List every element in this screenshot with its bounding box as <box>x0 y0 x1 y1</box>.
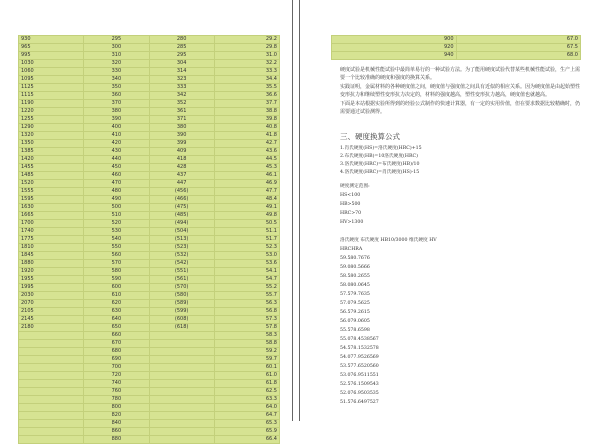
table-cell: 32.2 <box>214 60 279 68</box>
table-cell: 295 <box>149 52 214 60</box>
table-cell: 1290 <box>19 124 84 132</box>
table-cell: 56.3 <box>214 300 279 308</box>
table-cell: 63.3 <box>214 396 279 404</box>
table-cell: 940 <box>332 52 457 60</box>
table-cell: 54.7 <box>214 276 279 284</box>
table-cell: (589) <box>149 300 214 308</box>
table-row <box>19 132 280 140</box>
range-item: HV>1300 <box>340 220 364 225</box>
table-row <box>19 196 280 204</box>
table-cell: 46.1 <box>214 172 279 180</box>
table-cell: (513) <box>149 236 214 244</box>
table-cell: (570) <box>149 284 214 292</box>
table-row <box>19 292 280 300</box>
table-row <box>19 324 280 332</box>
table-cell: 1595 <box>19 196 84 204</box>
table-cell: 64.7 <box>214 412 279 420</box>
table-cell: 36.6 <box>214 92 279 100</box>
table-cell <box>19 404 84 412</box>
table-cell <box>19 388 84 396</box>
table-cell <box>149 396 214 404</box>
table-cell: 304 <box>149 60 214 68</box>
table-cell: 280 <box>149 36 214 44</box>
table-row <box>19 364 280 372</box>
table-cell: 430 <box>84 148 149 156</box>
range-item: HRC>70 <box>340 211 362 216</box>
hardness-table-continued <box>331 35 581 60</box>
table-cell: 35.5 <box>214 84 279 92</box>
table-cell: 58.8 <box>214 340 279 348</box>
table-row <box>19 388 280 396</box>
table-cell: 314 <box>149 68 214 76</box>
table-cell: 650 <box>84 324 149 332</box>
table-cell: 1115 <box>19 92 84 100</box>
intro-paragraph-2: 实践证明，金属材料的各种硬度值之间，硬度值与强度值之间具有近似的相应关系。因为硬度值是由起始塑性变形抗力和继续塑性变形抗力决定的，材料的强度越高，塑性变形抗力越高，硬度值也就越高。 <box>340 84 581 98</box>
table-row <box>19 348 280 356</box>
table-row <box>19 148 280 156</box>
table-row <box>19 140 280 148</box>
table-row <box>19 436 280 444</box>
table-cell: 361 <box>149 108 214 116</box>
table-cell: 600 <box>84 284 149 292</box>
table-cell: 409 <box>149 148 214 156</box>
table-row <box>19 212 280 220</box>
table-cell: 490 <box>84 196 149 204</box>
table-cell: 1740 <box>19 228 84 236</box>
table-cell: 49.1 <box>214 204 279 212</box>
table-cell: 323 <box>149 76 214 84</box>
list-header: 洛氏硬度 布氏硬度 HB10/3000 维氏硬度 HV <box>340 238 437 243</box>
table-cell: 880 <box>84 436 149 444</box>
table-cell: 520 <box>84 220 149 228</box>
table-cell: 2105 <box>19 308 84 316</box>
table-row <box>19 340 280 348</box>
table-cell: 480 <box>84 188 149 196</box>
list-item: 52.576.1509543 <box>340 382 379 387</box>
table-cell <box>19 340 84 348</box>
table-cell <box>149 332 214 340</box>
table-cell <box>19 372 84 380</box>
table-cell: 660 <box>84 332 149 340</box>
table-cell: 700 <box>84 364 149 372</box>
table-row <box>19 220 280 228</box>
table-cell <box>19 364 84 372</box>
table-cell: 58.3 <box>214 332 279 340</box>
table-cell: 740 <box>84 380 149 388</box>
table-cell: 1700 <box>19 220 84 228</box>
table-cell: 67.5 <box>456 44 581 52</box>
formula-1: 1.肖氏硬度(HS)=洛氏硬度(HRC)+15 <box>340 146 422 151</box>
table-row <box>19 172 280 180</box>
table-cell: (542) <box>149 260 214 268</box>
table-cell: 580 <box>84 268 149 276</box>
table-cell: 39.8 <box>214 116 279 124</box>
table-cell <box>149 428 214 436</box>
table-cell <box>149 436 214 444</box>
table-cell: 930 <box>19 36 84 44</box>
table-cell: 59.7 <box>214 356 279 364</box>
table-cell: 342 <box>149 92 214 100</box>
table-cell: 530 <box>84 228 149 236</box>
table-row <box>19 156 280 164</box>
table-cell: 352 <box>149 100 214 108</box>
table-row <box>19 92 280 100</box>
formula-4: 4.洛氏硬度(HRC)=肖氏硬度(HS)-15 <box>340 170 420 175</box>
table-cell: (618) <box>149 324 214 332</box>
table-cell: 760 <box>84 388 149 396</box>
table-cell: 54.1 <box>214 268 279 276</box>
table-cell: 310 <box>84 52 149 60</box>
table-cell: 40.8 <box>214 124 279 132</box>
table-cell: 400 <box>84 124 149 132</box>
table-cell: 33.3 <box>214 68 279 76</box>
table-cell: 38.8 <box>214 108 279 116</box>
table-cell: 540 <box>84 236 149 244</box>
table-cell: 437 <box>149 172 214 180</box>
table-cell: 2030 <box>19 292 84 300</box>
table-row <box>19 300 280 308</box>
table-row <box>19 100 280 108</box>
table-cell: 1880 <box>19 260 84 268</box>
table-cell: 450 <box>84 164 149 172</box>
table-cell: 340 <box>84 76 149 84</box>
section-heading: 三、硬度换算公式 <box>340 132 400 141</box>
table-cell: 65.3 <box>214 420 279 428</box>
table-cell: 45.3 <box>214 164 279 172</box>
table-cell: (580) <box>149 292 214 300</box>
table-cell: 390 <box>84 116 149 124</box>
table-row <box>19 372 280 380</box>
table-cell: 49.8 <box>214 212 279 220</box>
list-item: 59.580.7676 <box>340 256 370 261</box>
table-cell: 780 <box>84 396 149 404</box>
table-cell: 470 <box>84 180 149 188</box>
table-cell: (599) <box>149 308 214 316</box>
table-cell: 570 <box>84 260 149 268</box>
table-cell: 61.0 <box>214 372 279 380</box>
table-row <box>19 428 280 436</box>
table-cell: 1030 <box>19 60 84 68</box>
table-cell: 420 <box>84 140 149 148</box>
table-cell: 690 <box>84 356 149 364</box>
table-cell: 620 <box>84 300 149 308</box>
table-cell: 1630 <box>19 204 84 212</box>
table-cell: 56.8 <box>214 308 279 316</box>
table-cell: 610 <box>84 292 149 300</box>
list-item: 54.578.1532578 <box>340 346 379 351</box>
table-cell: 630 <box>84 308 149 316</box>
list-item: 53.577.6520560 <box>340 364 379 369</box>
table-cell: 1320 <box>19 132 84 140</box>
table-cell: 66.4 <box>214 436 279 444</box>
table-cell: 550 <box>84 244 149 252</box>
table-cell: 1220 <box>19 108 84 116</box>
table-cell: 640 <box>84 316 149 324</box>
table-cell <box>19 412 84 420</box>
table-cell: 720 <box>84 372 149 380</box>
list-item: 56.079.0605 <box>340 319 370 324</box>
table-cell <box>19 356 84 364</box>
table-row <box>19 316 280 324</box>
table-cell: 1385 <box>19 148 84 156</box>
table-cell: 1555 <box>19 188 84 196</box>
list-item: 53.076.9511551 <box>340 373 379 378</box>
table-row <box>19 68 280 76</box>
table-row <box>19 268 280 276</box>
table-cell: 460 <box>84 172 149 180</box>
table-row <box>332 52 581 60</box>
table-row <box>19 412 280 420</box>
table-cell <box>149 340 214 348</box>
table-row <box>19 276 280 284</box>
table-cell: 50.5 <box>214 220 279 228</box>
table-cell: (494) <box>149 220 214 228</box>
table-cell: 900 <box>332 36 457 44</box>
table-row <box>19 164 280 172</box>
table-cell: 1060 <box>19 68 84 76</box>
table-cell: 51.1 <box>214 228 279 236</box>
table-cell: 62.5 <box>214 388 279 396</box>
table-cell: 371 <box>149 116 214 124</box>
table-cell: 1485 <box>19 172 84 180</box>
table-row <box>19 236 280 244</box>
list-item: 55.078.4538567 <box>340 337 379 342</box>
table-row <box>19 404 280 412</box>
table-row <box>19 396 280 404</box>
table-cell: 1995 <box>19 284 84 292</box>
table-row <box>19 308 280 316</box>
list-item: 51.576.6497527 <box>340 400 379 405</box>
table-cell: (475) <box>149 204 214 212</box>
table-cell: (551) <box>149 268 214 276</box>
table-cell <box>19 396 84 404</box>
table-cell: 1095 <box>19 76 84 84</box>
table-cell: 418 <box>149 156 214 164</box>
table-cell <box>149 356 214 364</box>
list-item: 58.080.0645 <box>340 283 370 288</box>
table-cell: 920 <box>332 44 457 52</box>
table-row <box>19 108 280 116</box>
table-row <box>19 116 280 124</box>
list-item: 57.079.5625 <box>340 301 370 306</box>
table-cell: 1190 <box>19 100 84 108</box>
table-cell: 447 <box>149 180 214 188</box>
table-row <box>332 44 581 52</box>
table-cell: 320 <box>84 60 149 68</box>
table-cell: 1420 <box>19 156 84 164</box>
table-cell: 42.7 <box>214 140 279 148</box>
table-row <box>19 260 280 268</box>
table-cell: 333 <box>149 84 214 92</box>
table-row <box>19 44 280 52</box>
table-cell <box>19 348 84 356</box>
table-cell: 380 <box>84 108 149 116</box>
range-item: HS<100 <box>340 193 361 198</box>
table-cell: 43.6 <box>214 148 279 156</box>
table-cell: 995 <box>19 52 84 60</box>
list-item: 55.578.6598 <box>340 328 370 333</box>
table-cell: 500 <box>84 204 149 212</box>
table-cell: 380 <box>149 124 214 132</box>
table-cell: 840 <box>84 420 149 428</box>
table-cell: (523) <box>149 244 214 252</box>
table-cell: 410 <box>84 132 149 140</box>
list-item: 56.579.2615 <box>340 310 370 315</box>
table-cell: 370 <box>84 100 149 108</box>
table-cell <box>19 380 84 388</box>
table-cell <box>149 412 214 420</box>
table-cell: 1665 <box>19 212 84 220</box>
table-cell: (532) <box>149 252 214 260</box>
table-row <box>19 332 280 340</box>
table-cell: 680 <box>84 348 149 356</box>
list-item: 57.579.7635 <box>340 292 370 297</box>
list-item: 52.076.9503535 <box>340 391 379 396</box>
table-cell: 59.2 <box>214 348 279 356</box>
table-cell: 2180 <box>19 324 84 332</box>
table-row <box>19 228 280 236</box>
table-cell: 360 <box>84 92 149 100</box>
table-cell: 46.9 <box>214 180 279 188</box>
list-header-sub: HRCHRA <box>340 247 363 252</box>
list-item: 59.080.5666 <box>340 265 370 270</box>
table-cell <box>149 404 214 412</box>
table-cell: 1350 <box>19 140 84 148</box>
table-row <box>332 36 581 44</box>
table-cell: 590 <box>84 276 149 284</box>
table-cell: 1845 <box>19 252 84 260</box>
table-cell: 965 <box>19 44 84 52</box>
table-cell: 67.0 <box>456 36 581 44</box>
table-cell: 51.7 <box>214 236 279 244</box>
table-row <box>19 52 280 60</box>
table-row <box>19 356 280 364</box>
table-row <box>19 180 280 188</box>
table-cell: 350 <box>84 84 149 92</box>
table-cell: 1125 <box>19 84 84 92</box>
intro-paragraph-1: 硬度试验是机械性能试验中最简单易行的一种试验方法。为了能用硬度试验代替某些机械性能试验，生产上需要一个比较准确的硬度和强度的换算关系。 <box>340 67 581 81</box>
table-cell: 1455 <box>19 164 84 172</box>
table-cell: 330 <box>84 68 149 76</box>
table-cell: 55.2 <box>214 284 279 292</box>
table-cell: 428 <box>149 164 214 172</box>
table-row <box>19 60 280 68</box>
table-cell: (561) <box>149 276 214 284</box>
table-row <box>19 124 280 132</box>
table-cell: 53.6 <box>214 260 279 268</box>
table-cell <box>149 372 214 380</box>
table-cell: 1810 <box>19 244 84 252</box>
list-item: 54.077.9526569 <box>340 355 379 360</box>
table-cell: 800 <box>84 404 149 412</box>
table-cell: 1920 <box>19 268 84 276</box>
table-cell: 300 <box>84 44 149 52</box>
table-cell: 52.3 <box>214 244 279 252</box>
table-cell: 440 <box>84 156 149 164</box>
table-cell: 1255 <box>19 116 84 124</box>
table-cell: 560 <box>84 252 149 260</box>
table-cell <box>149 388 214 396</box>
table-cell: 55.7 <box>214 292 279 300</box>
table-cell: 295 <box>84 36 149 44</box>
table-cell <box>19 332 84 340</box>
formula-2: 2.布氏硬度(HB)=10洛氏硬度(HRC) <box>340 154 418 159</box>
table-cell: 68.0 <box>456 52 581 60</box>
table-row <box>19 84 280 92</box>
table-cell <box>19 436 84 444</box>
intro-paragraph-3: 下面是本站根据实验所得到的经验公式制作的快速计算器，有一定的实用价值，但在要求数据比较精确时，仍需要通过试验测得。 <box>340 101 581 115</box>
table-cell: 47.7 <box>214 188 279 196</box>
table-row <box>19 380 280 388</box>
table-cell <box>149 380 214 388</box>
table-cell: 670 <box>84 340 149 348</box>
page-divider <box>292 0 300 421</box>
table-cell: (456) <box>149 188 214 196</box>
table-cell: 57.3 <box>214 316 279 324</box>
ranges-title: 硬度测定范围: <box>340 184 370 189</box>
table-cell: 64.0 <box>214 404 279 412</box>
table-cell: 61.8 <box>214 380 279 388</box>
table-row <box>19 252 280 260</box>
table-cell: 820 <box>84 412 149 420</box>
table-cell: 53.0 <box>214 252 279 260</box>
table-row <box>19 204 280 212</box>
table-cell <box>149 348 214 356</box>
table-cell: 2145 <box>19 316 84 324</box>
table-cell: 1520 <box>19 180 84 188</box>
list-item: 58.580.2655 <box>340 274 370 279</box>
table-cell: 1955 <box>19 276 84 284</box>
formula-3: 3.洛氏硬度(HRC)=布氏硬度(HB)/10 <box>340 162 420 167</box>
table-cell: 510 <box>84 212 149 220</box>
table-row <box>19 36 280 44</box>
table-cell: 60.1 <box>214 364 279 372</box>
table-row <box>19 76 280 84</box>
table-cell: 1775 <box>19 236 84 244</box>
hardness-conversion-table <box>18 35 280 444</box>
table-cell: 31.0 <box>214 52 279 60</box>
table-cell: (485) <box>149 212 214 220</box>
table-row <box>19 284 280 292</box>
table-row <box>19 188 280 196</box>
table-cell: 41.8 <box>214 132 279 140</box>
table-cell: 29.8 <box>214 44 279 52</box>
table-cell: 2070 <box>19 300 84 308</box>
table-row <box>19 244 280 252</box>
table-cell <box>19 428 84 436</box>
table-cell: 390 <box>149 132 214 140</box>
table-cell: 399 <box>149 140 214 148</box>
table-cell: 48.4 <box>214 196 279 204</box>
table-cell: (466) <box>149 196 214 204</box>
table-cell: 285 <box>149 44 214 52</box>
table-cell: 44.5 <box>214 156 279 164</box>
table-cell <box>149 364 214 372</box>
range-item: HB>500 <box>340 202 361 207</box>
table-cell: 57.8 <box>214 324 279 332</box>
table-cell: (504) <box>149 228 214 236</box>
table-cell: 860 <box>84 428 149 436</box>
table-cell: 29.2 <box>214 36 279 44</box>
table-cell: 65.9 <box>214 428 279 436</box>
table-cell: 34.4 <box>214 76 279 84</box>
table-cell: (608) <box>149 316 214 324</box>
table-cell: 37.7 <box>214 100 279 108</box>
